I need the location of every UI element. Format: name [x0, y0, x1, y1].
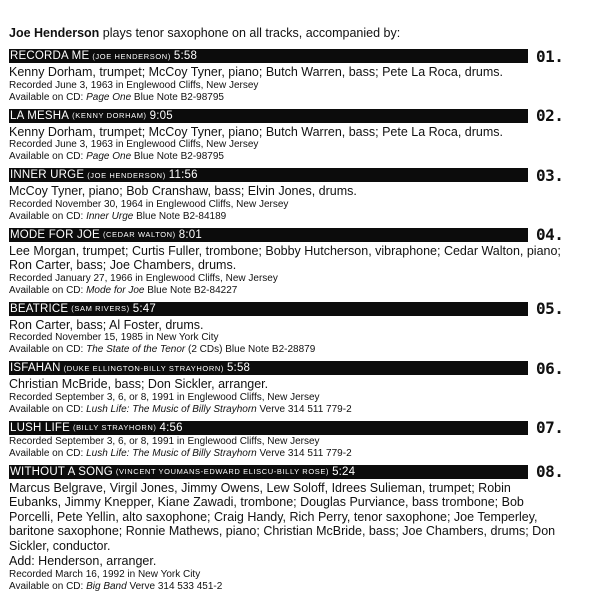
- album-title: Inner Urge: [86, 210, 134, 222]
- availability-prefix: Available on CD:: [9, 403, 84, 415]
- track-composer: (JOE HENDERSON): [92, 51, 171, 61]
- track-musicians: Ron Carter, bass; Al Foster, drums.: [9, 317, 204, 332]
- intro-line: [9, 26, 599, 40]
- track-composer: (DUKE ELLINGTON-BILLY STRAYHORN): [63, 363, 224, 373]
- track-title: LA MESHA: [10, 109, 70, 122]
- track-musicians: Kenny Dorham, trumpet; McCoy Tyner, piano; Butch Warren, bass; Pete La Roca, drums.: [9, 124, 503, 139]
- track-entry: [9, 167, 599, 223]
- track-entry: [9, 420, 599, 460]
- label-catalog: Blue Note B2-84227: [147, 284, 238, 296]
- track-title-bar: [9, 49, 528, 63]
- track-title-bar: [9, 465, 528, 479]
- album-title: Page One: [86, 151, 132, 162]
- availability-prefix: Available on CD:: [9, 151, 84, 162]
- track-header: [9, 227, 599, 243]
- track-header: [9, 301, 599, 317]
- track-recording-info: Recorded September 3, 6, or 8, 1991 in Englewood Cliffs, New Jersey: [9, 435, 320, 447]
- track-entry: [9, 360, 599, 416]
- track-entry: [9, 227, 599, 297]
- track-time: 11:56: [168, 169, 198, 181]
- track-musicians: Marcus Belgrave, Virgil Jones, Jimmy Owens, Lew Soloff, Idrees Sulieman, trumpet; Robin Eubanks, Jimmy Knepper, Kiane Zawadi, trombone; Douglas Purviance, bass trombone; Bob Porcelli, Pete Yellin, alto saxophone; Craig Handy, Rich Perry, tenor saxophone; Joe Temperley, baritone saxophone; Ronnie Mathews, piano; Christian McBride, bass; Joe Chambers, drums; Don Sickler, conductor.: [9, 480, 556, 553]
- track-number: 07.: [536, 418, 564, 437]
- track-recording-info: Recorded November 30, 1964 in Englewood Cliffs, New Jersey: [9, 198, 289, 210]
- track-recording-info: Recorded September 3, 6, or 8, 1991 in Englewood Cliffs, New Jersey: [9, 391, 320, 403]
- track-availability: [9, 285, 599, 297]
- track-composer: (KENNY DORHAM): [72, 111, 147, 120]
- track-header: [9, 108, 599, 124]
- availability-prefix: Available on CD:: [9, 580, 84, 592]
- track-composer: (BILLY STRAYHORN): [72, 423, 157, 432]
- track-availability: [9, 151, 599, 163]
- track-recording-info: Recorded November 15, 1985 in New York City: [9, 332, 219, 343]
- track-list: [9, 48, 599, 593]
- track-entry: [9, 48, 599, 104]
- track-title-bar: [9, 421, 528, 435]
- track-entry: [9, 464, 599, 593]
- track-number: 05.: [536, 299, 564, 318]
- track-title-bar: [9, 302, 528, 316]
- label-catalog: Verve 314 511 779-2: [259, 403, 352, 415]
- track-composer: (SAM RIVERS): [71, 304, 130, 313]
- track-entry: [9, 301, 599, 357]
- track-header: [9, 167, 599, 183]
- label-catalog: (2 CDs) Blue Note B2-28879: [188, 344, 316, 355]
- track-musicians-add: Add: Henderson, arranger.: [9, 554, 157, 568]
- label-catalog: Blue Note B2-98795: [133, 151, 224, 162]
- track-time: 5:58: [226, 362, 251, 374]
- track-header: [9, 48, 599, 64]
- track-header: [9, 360, 599, 376]
- track-time: 5:58: [173, 50, 198, 62]
- availability-prefix: Available on CD:: [9, 91, 84, 103]
- track-title: ISFAHAN: [10, 362, 61, 374]
- track-recording-info: Recorded June 3, 1963 in Englewood Cliffs, New Jersey: [9, 79, 259, 91]
- availability-prefix: Available on CD:: [9, 447, 84, 459]
- track-recording-info: Recorded March 16, 1992 in New York City: [9, 568, 201, 580]
- track-time: 5:47: [132, 302, 156, 315]
- track-number: 01.: [536, 46, 564, 66]
- album-title: Lush Life: The Music of Billy Strayhorn: [86, 403, 257, 415]
- track-availability: [9, 448, 599, 460]
- track-availability: [9, 404, 599, 416]
- track-musicians: Kenny Dorham, trumpet; McCoy Tyner, piano; Butch Warren, bass; Pete La Roca, drums.: [9, 65, 503, 79]
- track-number: 08.: [536, 462, 564, 481]
- track-title: RECORDA ME: [10, 50, 90, 62]
- availability-prefix: Available on CD:: [9, 344, 84, 355]
- track-musicians: Christian McBride, bass; Don Sickler, arranger.: [9, 377, 269, 391]
- label-catalog: Verve 314 511 779-2: [259, 447, 352, 459]
- track-time: 8:01: [178, 228, 202, 241]
- track-number: 06.: [536, 358, 564, 378]
- track-availability: [9, 211, 599, 223]
- track-title: INNER URGE: [10, 169, 85, 181]
- track-time: 5:24: [332, 465, 356, 478]
- track-time: 4:56: [159, 421, 183, 434]
- availability-prefix: Available on CD:: [9, 210, 84, 222]
- track-musicians: Lee Morgan, trumpet; Curtis Fuller, trombone; Bobby Hutcherson, vibraphone; Cedar Walton, piano; Ron Carter, bass; Joe Chambers, drums.: [9, 243, 561, 272]
- track-recording-info: Recorded June 3, 1963 in Englewood Cliffs, New Jersey: [9, 139, 259, 150]
- label-catalog: Verve 314 533 451-2: [129, 580, 223, 592]
- track-recording-info: Recorded January 27, 1966 in Englewood Cliffs, New Jersey: [9, 272, 278, 284]
- track-composer: (VINCENT YOUMANS-EDWARD ELISCU-BILLY ROSE): [115, 467, 330, 476]
- intro-text: plays tenor saxophone on all tracks, accompanied by:: [102, 26, 401, 40]
- track-title-bar: [9, 361, 528, 375]
- track-title: MODE FOR JOE: [10, 228, 100, 241]
- track-number: 03.: [536, 165, 564, 185]
- availability-prefix: Available on CD:: [9, 284, 84, 296]
- track-number: 02.: [536, 106, 564, 125]
- track-availability: [9, 344, 599, 356]
- artist-name: Joe Henderson: [9, 26, 100, 40]
- track-time: 9:05: [149, 109, 173, 122]
- album-title: The State of the Tenor: [86, 344, 186, 355]
- album-title: Page One: [86, 91, 132, 103]
- track-title: LUSH LIFE: [10, 421, 70, 434]
- track-musicians: McCoy Tyner, piano; Bob Cranshaw, bass; Elvin Jones, drums.: [9, 184, 357, 198]
- album-title: Big Band: [86, 580, 127, 592]
- track-availability: [9, 581, 599, 593]
- track-title: WITHOUT A SONG: [10, 465, 113, 478]
- track-number: 04.: [536, 225, 564, 244]
- label-catalog: Blue Note B2-84189: [136, 210, 227, 222]
- label-catalog: Blue Note B2-98795: [133, 91, 224, 103]
- track-title-bar: [9, 168, 528, 182]
- track-title: BEATRICE: [10, 302, 69, 315]
- track-title-bar: [9, 109, 528, 123]
- track-title-bar: [9, 228, 528, 242]
- track-composer: (CEDAR WALTON): [102, 230, 176, 239]
- track-header: [9, 420, 599, 436]
- album-title: Lush Life: The Music of Billy Strayhorn: [86, 447, 257, 459]
- track-availability: [9, 92, 599, 104]
- track-composer: (JOE HENDERSON): [87, 170, 166, 180]
- album-title: Mode for Joe: [86, 284, 145, 296]
- track-entry: [9, 108, 599, 164]
- track-header: [9, 464, 599, 480]
